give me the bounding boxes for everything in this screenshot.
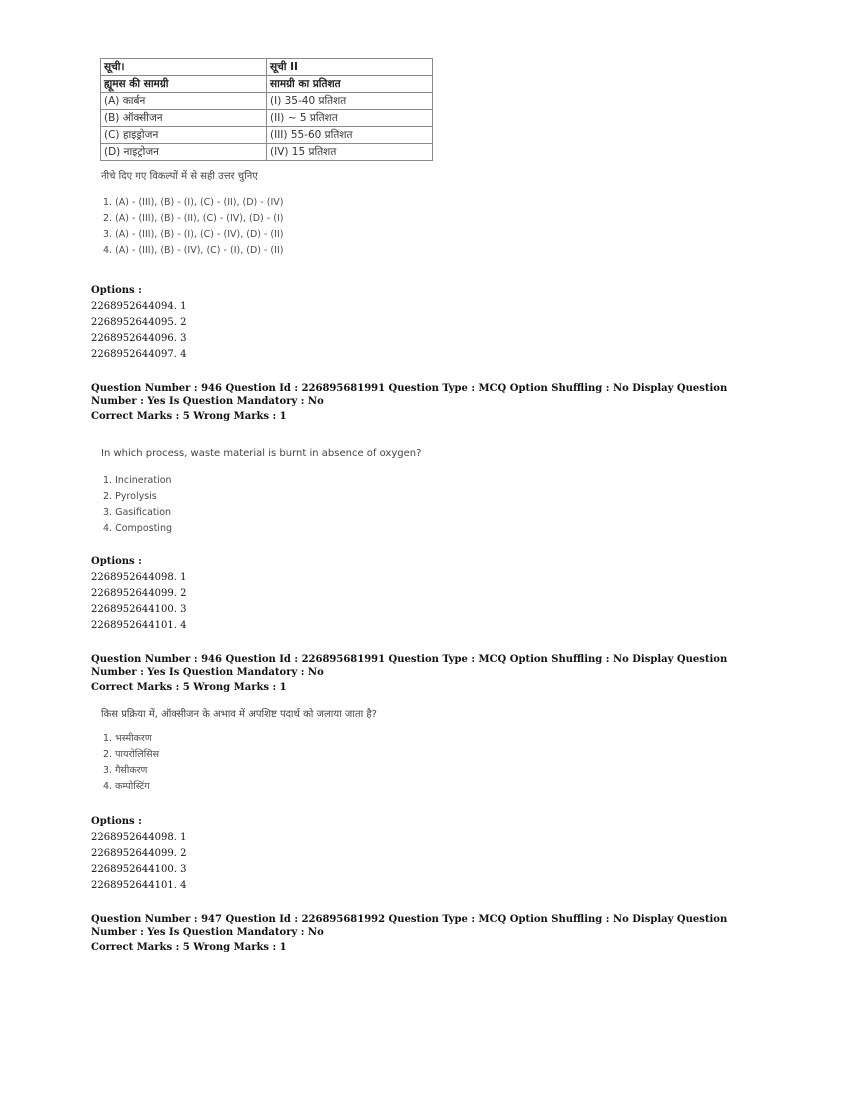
list-2-header: सूची II [267, 59, 433, 76]
option-item: 2268952644097. 4 [91, 349, 187, 360]
q3-options [91, 814, 186, 894]
answer-choice: 3. Gasification [103, 507, 172, 518]
question-info: Question Number : 946 Question Id : 226895681991 Question Type : MCQ Option Shuffling : No Display Question Number : Yes Is Question Mandatory : No [91, 383, 728, 407]
table-cell-right: (IV) 15 प्रतिशत [267, 144, 433, 161]
options-label: Options : [91, 816, 142, 827]
q2-question-text: In which process, waste material is burnt in absence of oxygen? [101, 448, 422, 459]
answer-choice: 4. (A) - (III), (B) - (IV), (C) - (I), (D) - (II) [103, 245, 284, 256]
option-item: 2268952644100. 3 [91, 604, 187, 615]
question-marks: Correct Marks : 5 Wrong Marks : 1 [91, 682, 287, 693]
option-item: 2268952644094. 1 [91, 301, 187, 312]
answer-choice: 1. Incineration [103, 475, 172, 486]
answer-choice: 3. गैसीकरण [103, 765, 148, 776]
match-table [100, 58, 433, 161]
q2-answer-list [103, 473, 172, 537]
table-header-row [101, 59, 433, 76]
option-item: 2268952644099. 2 [91, 588, 187, 599]
question-marks: Correct Marks : 5 Wrong Marks : 1 [91, 411, 287, 422]
option-item: 2268952644098. 1 [91, 832, 187, 843]
answer-choice: 2. पायरोलिसिस [103, 749, 160, 760]
option-item: 2268952644101. 4 [91, 880, 187, 891]
option-item: 2268952644101. 4 [91, 620, 187, 631]
table-cell-left: (B) ऑक्सीजन [101, 110, 267, 127]
q1-instruction: नीचे दिए गए विकल्पों में से सही उत्तर चुनिए [101, 171, 258, 182]
answer-choice: 1. (A) - (III), (B) - (I), (C) - (II), (D) - (IV) [103, 197, 284, 208]
option-item: 2268952644098. 1 [91, 572, 187, 583]
table-subheader-row [101, 76, 433, 93]
q2-options [91, 554, 186, 634]
option-item: 2268952644099. 2 [91, 848, 187, 859]
table-cell-right: (I) 35-40 प्रतिशत [267, 93, 433, 110]
options-label: Options : [91, 556, 142, 567]
answer-choice: 3. (A) - (III), (B) - (I), (C) - (IV), (D) - (II) [103, 229, 284, 240]
answer-choice: 4. Composting [103, 523, 172, 534]
question-info: Question Number : 947 Question Id : 226895681992 Question Type : MCQ Option Shuffling : No Display Question Number : Yes Is Question Mandatory : No [91, 914, 728, 938]
answer-choice: 4. कम्पोस्टिंग [103, 781, 150, 792]
list-1-header: सूची। [101, 59, 267, 76]
q3-answer-list [103, 731, 159, 795]
q3-question-text: किस प्रक्रिया में, ऑक्सीजन के अभाव में अपशिष्ट पदार्थ को जलाया जाता है? [101, 709, 377, 720]
q1-answer-list [103, 195, 283, 259]
q4-meta [91, 913, 751, 954]
table-row [101, 144, 433, 161]
table-row [101, 93, 433, 110]
question-info: Question Number : 946 Question Id : 226895681991 Question Type : MCQ Option Shuffling : No Display Question Number : Yes Is Question Mandatory : No [91, 654, 728, 678]
table-cell-right: (III) 55-60 प्रतिशत [267, 127, 433, 144]
q2-meta [91, 382, 751, 423]
list-1-subheader: ह्यूमस की सामग्री [101, 76, 267, 93]
table-cell-right: (II) ~ 5 प्रतिशत [267, 110, 433, 127]
answer-choice: 1. भस्मीकरण [103, 733, 152, 744]
question-marks: Correct Marks : 5 Wrong Marks : 1 [91, 942, 287, 953]
q1-options [91, 283, 186, 363]
option-item: 2268952644100. 3 [91, 864, 187, 875]
options-label: Options : [91, 285, 142, 296]
table-cell-left: (C) हाइड्रोजन [101, 127, 267, 144]
table-cell-left: (A) कार्बन [101, 93, 267, 110]
table-row [101, 110, 433, 127]
list-2-subheader: सामग्री का प्रतिशत [267, 76, 433, 93]
q3-meta [91, 653, 751, 694]
table-row [101, 127, 433, 144]
answer-choice: 2. (A) - (III), (B) - (II), (C) - (IV), (D) - (I) [103, 213, 284, 224]
answer-choice: 2. Pyrolysis [103, 491, 157, 502]
option-item: 2268952644096. 3 [91, 333, 187, 344]
option-item: 2268952644095. 2 [91, 317, 187, 328]
table-cell-left: (D) नाइट्रोजन [101, 144, 267, 161]
